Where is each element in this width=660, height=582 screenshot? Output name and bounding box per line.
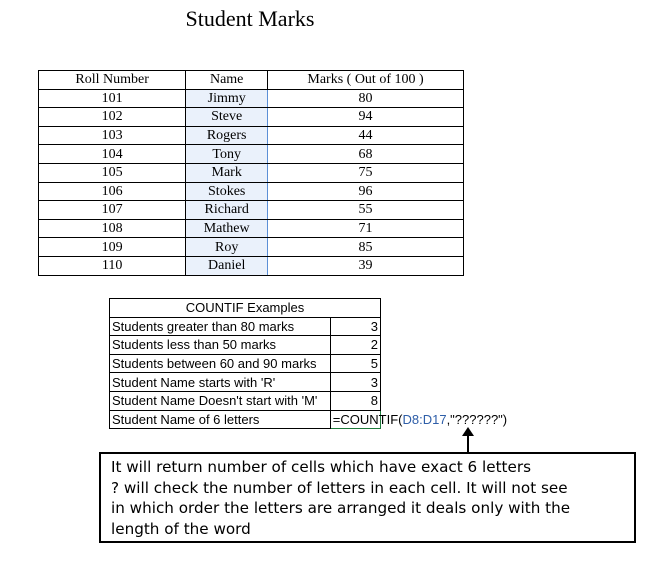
example-value-cell[interactable]: 8	[330, 391, 380, 410]
table-row	[39, 219, 464, 238]
example-row	[110, 373, 381, 392]
table-row	[39, 108, 464, 127]
roll-number-cell[interactable]: 102	[39, 108, 186, 127]
countif-formula	[333, 411, 507, 428]
explanation-note	[99, 452, 636, 543]
examples-header[interactable]: COUNTIF Examples	[110, 299, 381, 318]
roll-number-cell[interactable]: 108	[39, 219, 186, 238]
marks-cell[interactable]: 85	[268, 238, 464, 257]
page-title: Student Marks	[185, 6, 315, 31]
column-header-marks[interactable]: Marks ( Out of 100 )	[268, 71, 464, 90]
example-value-cell[interactable]: 3	[330, 373, 380, 392]
roll-number-cell[interactable]: 101	[39, 89, 186, 108]
name-cell[interactable]: Richard	[186, 201, 268, 220]
column-header-name[interactable]: Name	[186, 71, 268, 90]
roll-number-cell[interactable]: 109	[39, 238, 186, 257]
table-row	[39, 126, 464, 145]
table-header-row	[39, 71, 464, 90]
note-line: It will return number of cells which have exact 6 letters	[111, 458, 532, 476]
example-label-cell[interactable]: Student Name Doesn't start with 'M'	[110, 391, 331, 410]
name-cell[interactable]: Tony	[186, 145, 268, 164]
name-cell[interactable]: Jimmy	[186, 89, 268, 108]
marks-cell[interactable]: 75	[268, 163, 464, 182]
marks-cell[interactable]: 39	[268, 256, 464, 275]
marks-cell[interactable]: 94	[268, 108, 464, 127]
example-row	[110, 317, 381, 336]
note-line: in which order the letters are arranged it deals only with the	[111, 499, 571, 517]
examples-header-row	[110, 299, 381, 318]
formula-suffix: ,"??????")	[446, 411, 508, 427]
roll-number-cell[interactable]: 105	[39, 163, 186, 182]
student-marks-table	[38, 70, 464, 276]
countif-examples-table	[109, 298, 508, 429]
example-row	[110, 391, 381, 410]
example-label-cell[interactable]: Student Name starts with 'R'	[110, 373, 331, 392]
table-row	[39, 201, 464, 220]
example-row	[110, 336, 381, 355]
example-label-cell[interactable]: Students between 60 and 90 marks	[110, 354, 331, 373]
roll-number-cell[interactable]: 106	[39, 182, 186, 201]
formula-prefix: =COUNTIF(	[332, 411, 403, 427]
name-cell[interactable]: Mark	[186, 163, 268, 182]
roll-number-cell[interactable]: 104	[39, 145, 186, 164]
name-cell[interactable]: Daniel	[186, 256, 268, 275]
name-cell[interactable]: Steve	[186, 108, 268, 127]
table-row	[39, 145, 464, 164]
marks-cell[interactable]: 71	[268, 219, 464, 238]
name-cell[interactable]: Rogers	[186, 126, 268, 145]
arrow-shaft	[467, 434, 469, 454]
roll-number-cell[interactable]: 103	[39, 126, 186, 145]
marks-cell[interactable]: 80	[268, 89, 464, 108]
name-cell[interactable]: Roy	[186, 238, 268, 257]
formula-cell[interactable]	[330, 410, 508, 429]
column-header-roll-number[interactable]: Roll Number	[39, 71, 186, 90]
example-value-cell[interactable]: 3	[330, 317, 380, 336]
example-value-cell[interactable]: 2	[330, 336, 380, 355]
example-row	[110, 354, 381, 373]
table-row	[39, 89, 464, 108]
table-row	[39, 256, 464, 275]
table-row	[39, 163, 464, 182]
note-line: length of the word	[111, 519, 251, 538]
formula-row	[110, 410, 381, 429]
example-value-cell[interactable]: 5	[330, 354, 380, 373]
marks-cell[interactable]: 96	[268, 182, 464, 201]
example-label-cell[interactable]: Students less than 50 marks	[110, 336, 331, 355]
formula-range-reference: D8:D17	[402, 411, 447, 427]
table-row	[39, 182, 464, 201]
name-cell[interactable]: Mathew	[186, 219, 268, 238]
example-label-cell[interactable]: Students greater than 80 marks	[110, 317, 331, 336]
marks-cell[interactable]: 44	[268, 126, 464, 145]
formula-row-label[interactable]: Student Name of 6 letters	[110, 410, 331, 429]
marks-cell[interactable]: 68	[268, 145, 464, 164]
name-cell[interactable]: Stokes	[186, 182, 268, 201]
roll-number-cell[interactable]: 107	[39, 201, 186, 220]
roll-number-cell[interactable]: 110	[39, 256, 186, 275]
marks-cell[interactable]: 55	[268, 201, 464, 220]
note-line: ? will check the number of letters in each cell. It will not see	[111, 478, 568, 497]
table-row	[39, 238, 464, 257]
